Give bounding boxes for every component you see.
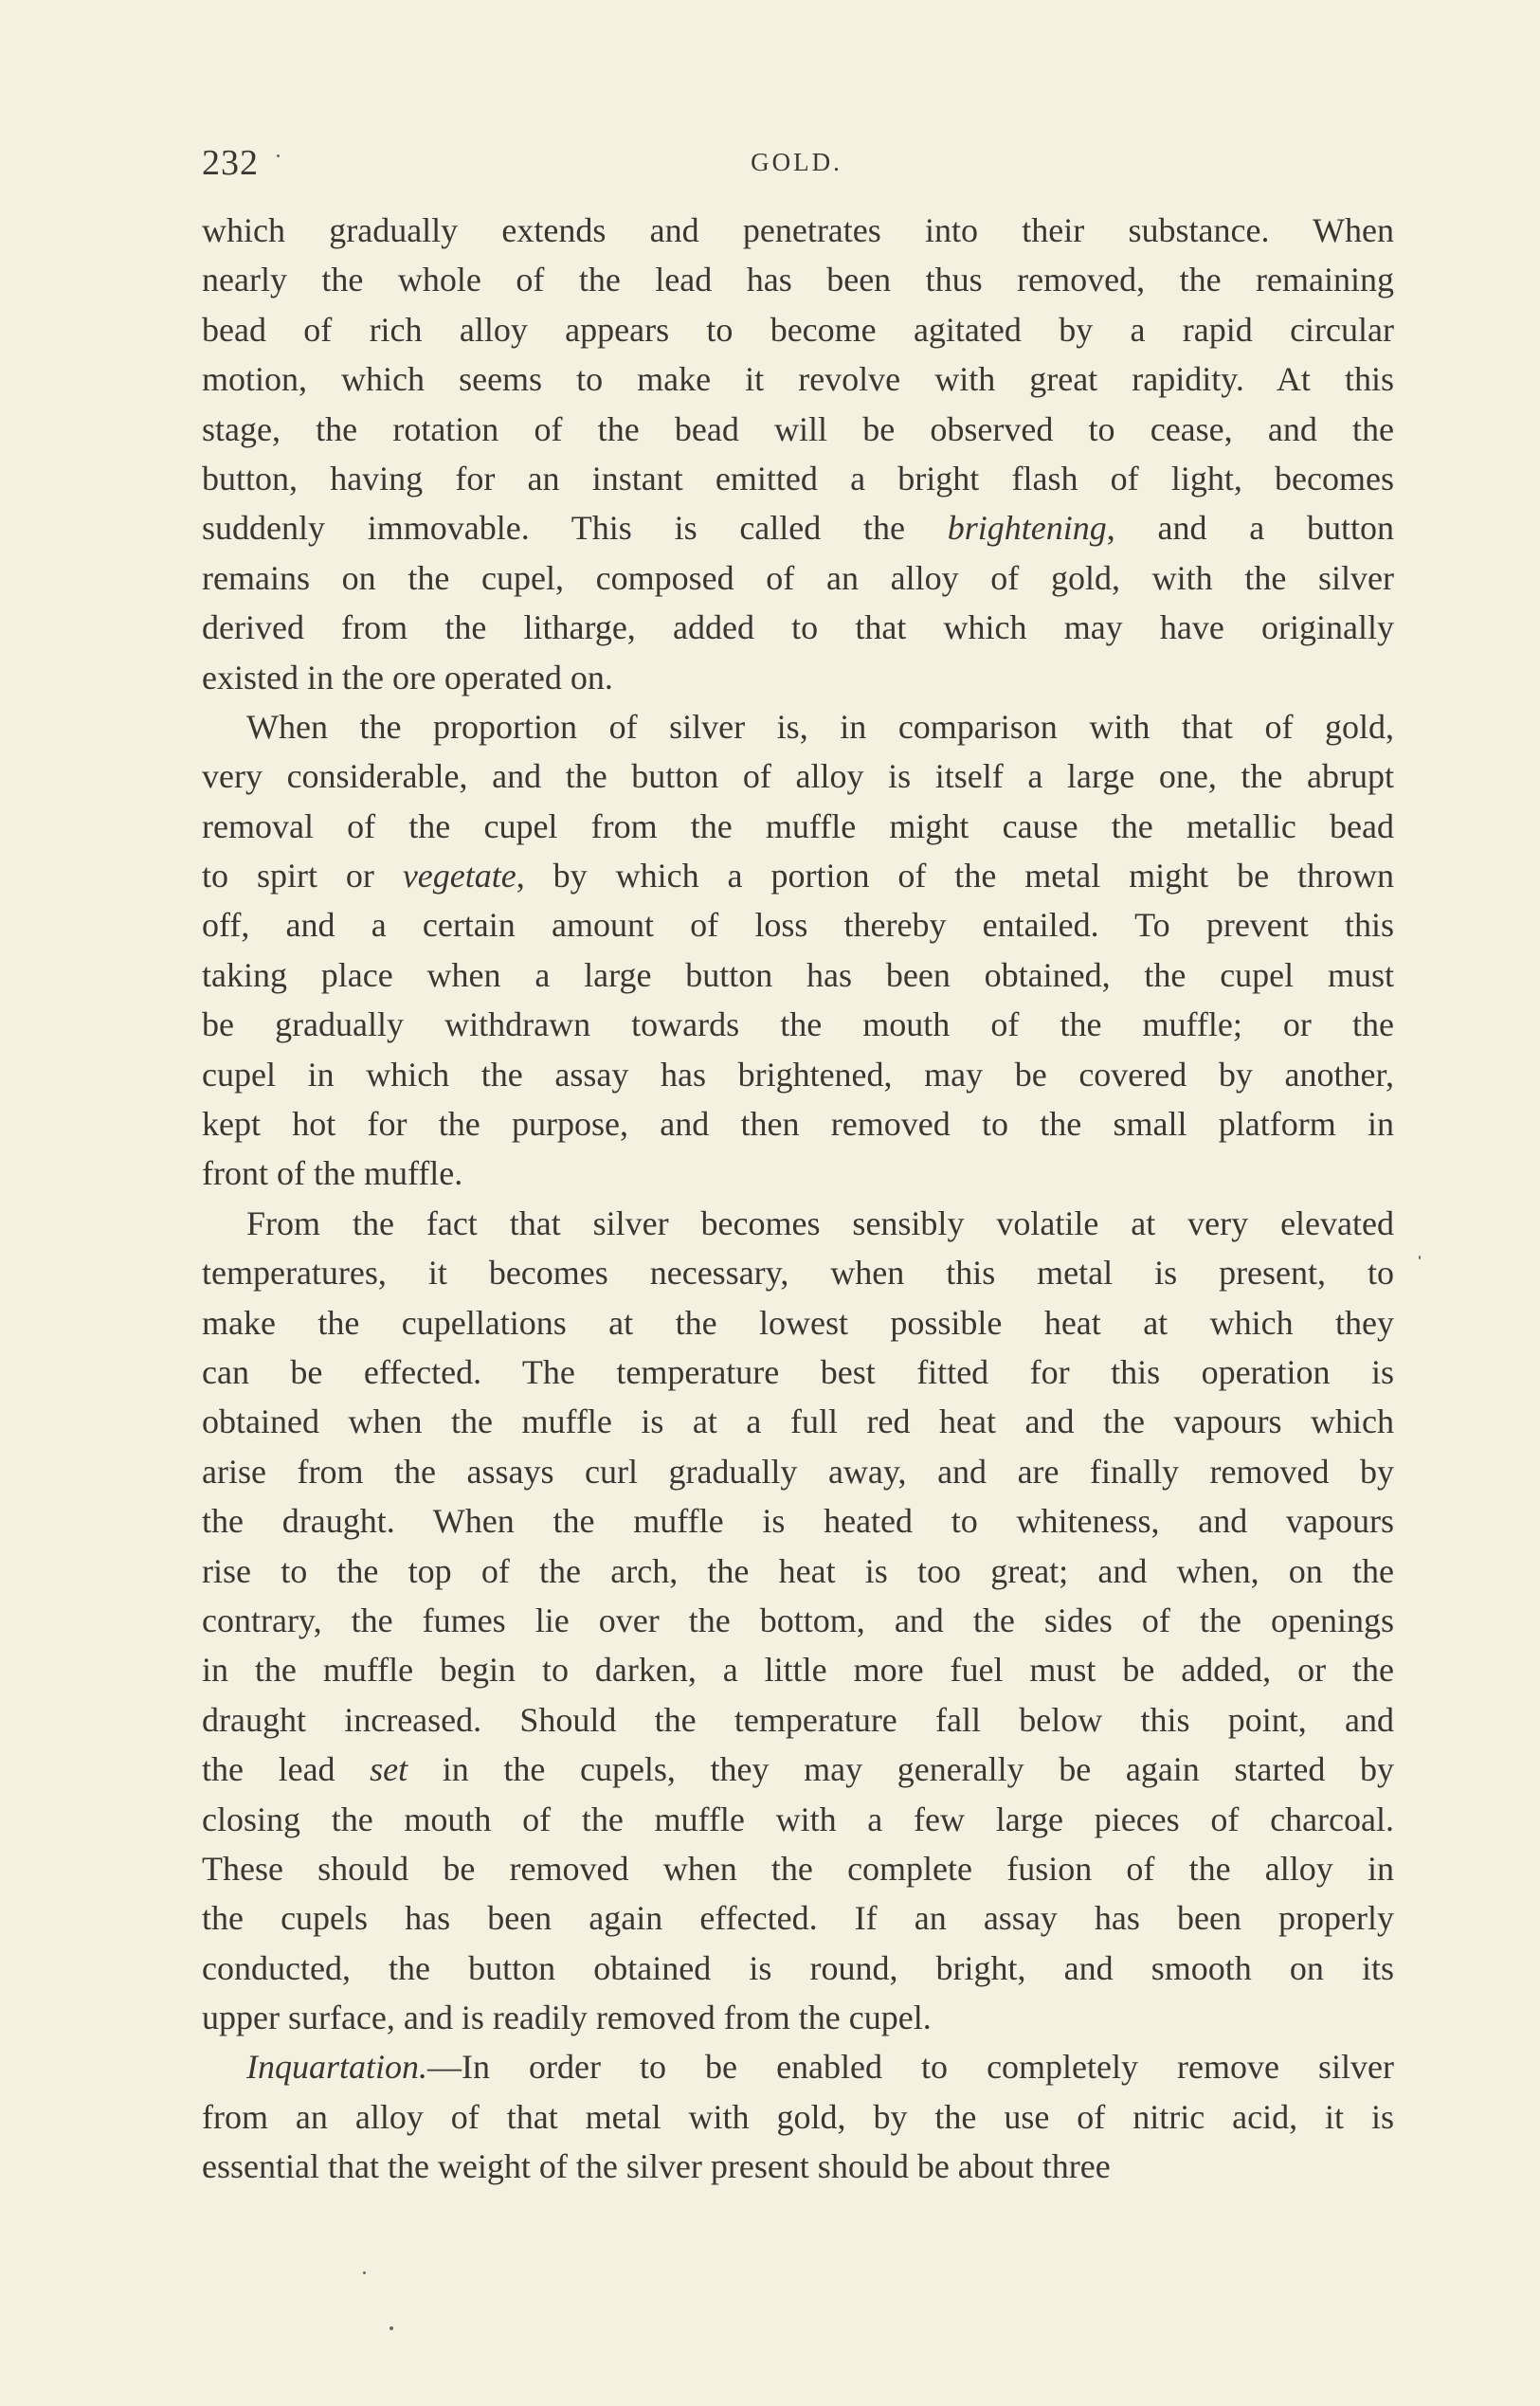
text-line: off, and a certain amount of loss thereby entailed. To prevent this	[202, 906, 1394, 945]
text-line: nearly the whole of the lead has been thus removed, the remaining	[202, 261, 1394, 299]
print-speck	[1419, 1256, 1421, 1259]
text-line: obtained when the muffle is at a full red heat and the vapours which	[202, 1402, 1394, 1441]
text-line: arise from the assays curl gradually away, and are finally removed by	[202, 1452, 1394, 1491]
text-line: motion, which seems to make it revolve with great rapidity. At this	[202, 360, 1394, 399]
paragraph	[202, 2042, 1394, 2191]
text-line: the draught. When the muffle is heated to whiteness, and vapours	[202, 1502, 1394, 1541]
text-line: the cupels has been again effected. If an assay has been properly	[202, 1899, 1394, 1938]
page-body-text	[202, 206, 1394, 2192]
page-number: 232	[202, 143, 259, 183]
text-line: rise to the top of the arch, the heat is too great; and when, on the	[202, 1551, 1394, 1590]
text-line: contrary, the fumes lie over the bottom, and the sides of the openings	[202, 1601, 1394, 1639]
text-line: These should be removed when the complete fusion of the alloy in	[202, 1849, 1394, 1888]
text-line: which gradually extends and penetrates into their substance. When	[202, 211, 1394, 249]
text-line: cupel in which the assay has brightened, may be covered by another,	[202, 1055, 1394, 1094]
text-line: kept hot for the purpose, and then removed to the small platform in	[202, 1105, 1394, 1144]
text-line: from an alloy of that metal with gold, by the use of nitric acid, it is	[202, 2097, 1394, 2136]
text-line: temperatures, it becomes necessary, when this metal is present, to	[202, 1254, 1394, 1293]
page-header	[202, 142, 1391, 190]
running-head: GOLD.	[751, 148, 842, 176]
text-line: suddenly immovable. This is called the brightening, and a button	[202, 509, 1394, 548]
text-line: button, having for an instant emitted a bright flash of light, becomes	[202, 459, 1394, 497]
italic-term: Inquartation.	[246, 2048, 428, 2087]
text-line: remains on the cupel, composed of an alloy of gold, with the silver	[202, 558, 1394, 597]
text-line: be gradually withdrawn towards the mouth of the muffle; or the	[202, 1005, 1394, 1044]
print-speck	[363, 2271, 366, 2274]
text-line: in the muffle begin to darken, a little more fuel must be added, or the	[202, 1651, 1394, 1690]
text-line: make the cupellations at the lowest possible heat at which they	[202, 1303, 1394, 1342]
text-line: very considerable, and the button of alloy is itself a large one, the abrupt	[202, 757, 1394, 796]
text-line: derived from the litharge, added to that which may have originally	[202, 608, 1394, 647]
text-line: Inquartation.—In order to be enabled to completely remove silver	[246, 2048, 1394, 2087]
text-line: removal of the cupel from the muffle might cause the metallic bead	[202, 806, 1394, 845]
text-line: to spirt or vegetate, by which a portion of the metal might be thrown	[202, 857, 1394, 895]
print-speck	[390, 2326, 393, 2330]
text-line: front of the muffle.	[202, 1154, 463, 1193]
text-line: closing the mouth of the muffle with a few large pieces of charcoal.	[202, 1800, 1394, 1838]
text-line: bead of rich alloy appears to become agitated by a rapid circular	[202, 310, 1394, 349]
paragraph	[202, 206, 1394, 702]
text-line: essential that the weight of the silver present should be about three	[202, 2147, 1111, 2186]
italic-term: brightening	[947, 509, 1107, 548]
text-line: conducted, the button obtained is round, bright, and smooth on its	[202, 1948, 1394, 1987]
italic-term: vegetate	[402, 857, 516, 895]
text-line: draught increased. Should the temperature fall below this point, and	[202, 1700, 1394, 1739]
text-line: existed in the ore operated on.	[202, 658, 613, 696]
text-line: From the fact that silver becomes sensibly volatile at very elevated	[246, 1203, 1394, 1242]
text-line: upper surface, and is readily removed from the cupel.	[202, 1999, 932, 2037]
text-line: When the proportion of silver is, in comparison with that of gold,	[246, 707, 1394, 746]
italic-term: set	[370, 1750, 408, 1789]
paragraph	[202, 1199, 1394, 2043]
text-line: can be effected. The temperature best fitted for this operation is	[202, 1352, 1394, 1391]
print-speck	[277, 154, 280, 157]
text-line: taking place when a large button has been obtained, the cupel must	[202, 955, 1394, 994]
text-line: the lead set in the cupels, they may generally be again started by	[202, 1750, 1394, 1789]
paragraph	[202, 702, 1394, 1199]
text-line: stage, the rotation of the bead will be observed to cease, and the	[202, 409, 1394, 448]
